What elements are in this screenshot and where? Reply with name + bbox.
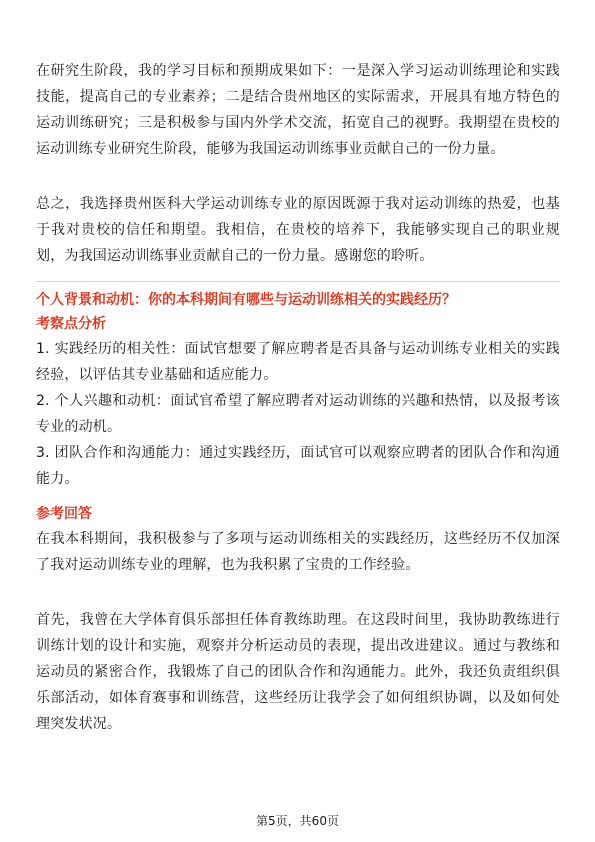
answer-paragraph-1: 在我本科期间，我积极参与了多项与运动训练相关的实践经历，这些经历不仅加深了我对运动训练专业的理解，也为我积累了宝贵的工作经验。	[36, 531, 560, 573]
document-page	[36, 58, 560, 737]
page-number-footer: 第5页，共60页	[256, 814, 339, 828]
analysis-item: 3. 团队合作和沟通能力：通过实践经历，面试官可以观察应聘者的团队合作和沟通能力。	[36, 445, 560, 487]
analysis-item: 1. 实践经历的相关性：面试官想要了解应聘者是否具备与运动训练专业相关的实践经验，以评估其专业基础和适应能力。	[36, 341, 560, 383]
analysis-heading: 考察点分析	[36, 316, 106, 332]
intro-paragraph-1: 在研究生阶段，我的学习目标和预期成果如下：一是深入学习运动训练理论和实践技能，提高自己的专业素养；二是结合贵州地区的实际需求，开展具有地方特色的运动训练研究；三是积极参与国内外学术交流，拓宽自己的视野。我期望在贵校的运动训练专业研究生阶段，能够为我国运动训练事业贡献自己的一份力量。	[36, 63, 560, 157]
section-divider	[36, 281, 560, 282]
intro-paragraph-2: 总之，我选择贵州医科大学运动训练专业的原因既源于我对运动训练的热爱，也基于我对贵校的信任和期望。我相信，在贵校的培养下，我能够实现自己的职业规划，为我国运动训练事业贡献自己的一份力量。感谢您的聆听。	[36, 196, 560, 264]
analysis-item: 2. 个人兴趣和动机：面试官希望了解应聘者对运动训练的兴趣和热情，以及报考该专业的动机。	[36, 393, 560, 435]
answer-paragraph-2: 首先，我曾在大学体育俱乐部担任体育教练助理。在这段时间里，我协助教练进行训练计划的设计和实施，观察并分析运动员的表现，提出改进建议。通过与教练和运动员的紧密合作，我锻炼了自己的团队合作和沟通能力。此外，我还负责组织俱乐部活动，如体育赛事和训练营，这些经历让我学会了如何组织协调，以及如何处理突发状况。	[36, 612, 560, 732]
answer-heading: 参考回答	[36, 506, 92, 522]
question-title: 个人背景和动机：你的本科期间有哪些与运动训练相关的实践经历？	[36, 292, 456, 308]
